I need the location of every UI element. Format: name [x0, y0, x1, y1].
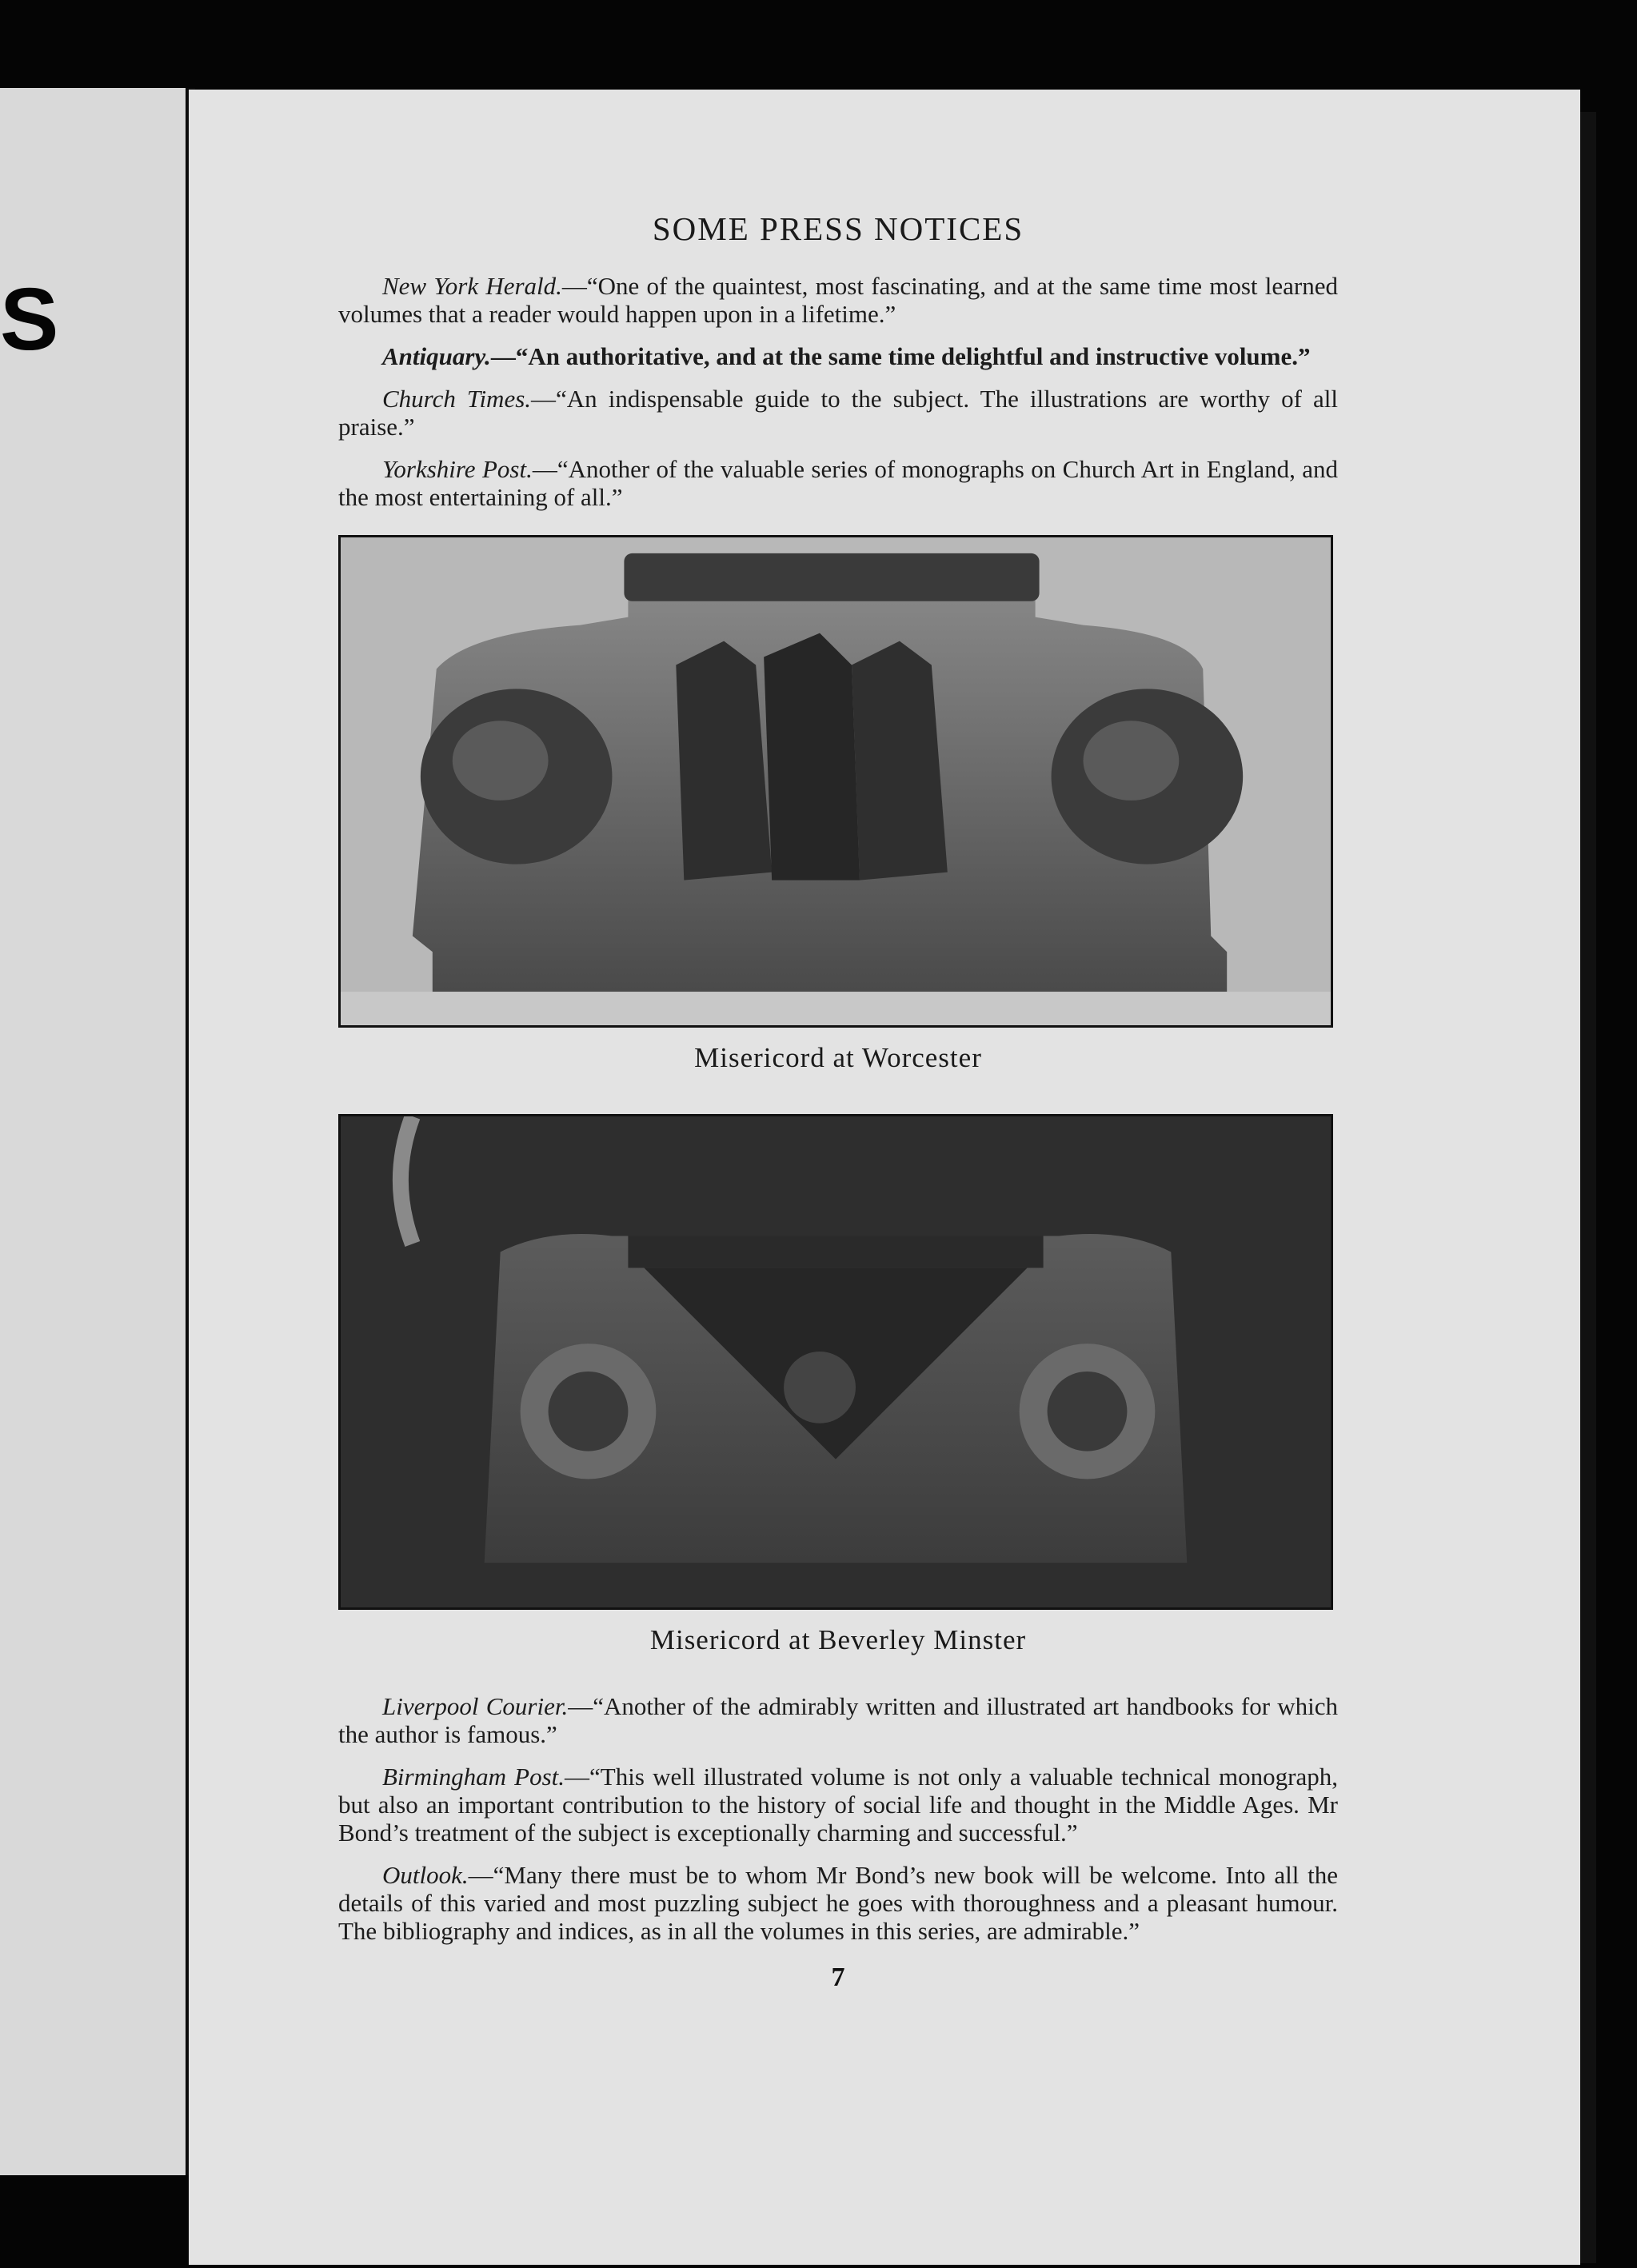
- page-number: 7: [831, 1963, 845, 1992]
- notice-source: Outlook.: [382, 1861, 469, 1889]
- misericord-worcester-photo: [338, 535, 1333, 1028]
- notice-source: Liverpool Courier.: [382, 1692, 569, 1720]
- page: [189, 90, 1580, 2265]
- press-notice: [338, 1861, 1338, 1945]
- press-notices-top: [338, 272, 1338, 511]
- press-notice: [338, 1692, 1338, 1748]
- notice-text: —“One of the quaintest, most fascinating, and at the same time most learned volumes that a reader would happen upon in a lifetime.”: [338, 272, 1338, 328]
- figure-caption: Misericord at Beverley Minster: [649, 1624, 1027, 1655]
- press-notice: [338, 272, 1338, 328]
- misericord-beverley-photo: [338, 1114, 1333, 1610]
- previous-page-edge: [0, 88, 186, 2175]
- page-heading: SOME PRESS NOTICES: [652, 210, 1024, 247]
- notice-source: Antiquary.: [382, 342, 491, 370]
- notice-text: —“This well illustrated volume is not only a valuable technical monograph, but also an important contribution to the history of social life and thought in the Middle Ages. Mr Bond’s treatment of the subject is exceptionally charming and successful.”: [338, 1763, 1338, 1847]
- page-edge-shadow: [1580, 112, 1596, 2263]
- figure-worcester: [338, 535, 1338, 1074]
- previous-page-letter: S: [0, 270, 59, 369]
- notice-text: —“Another of the admirably written and illustrated art handbooks for which the author is famous.”: [338, 1692, 1338, 1748]
- notice-source: New York Herald.: [382, 272, 562, 300]
- press-notice: [338, 342, 1338, 370]
- press-notice: [338, 385, 1338, 441]
- notice-text: —“Many there must be to whom Mr Bond’s new book will be welcome. Into all the details of this varied and most puzzling subject he goes with thoroughness and a pleasant humour. The bibliography and indices, as in all the volumes in this series, are admirable.”: [338, 1861, 1338, 1945]
- notice-text: —“An indispensable guide to the subject. The illustrations are worthy of all praise.”: [338, 385, 1338, 441]
- notice-text: —“An authoritative, and at the same time delightful and instructive volume.”: [490, 342, 1311, 370]
- notice-source: Birmingham Post.: [382, 1763, 565, 1791]
- press-notice: [338, 455, 1338, 511]
- press-notice: [338, 1763, 1338, 1847]
- notice-text: —“Another of the valuable series of monographs on Church Art in England, and the most entertaining of all.”: [338, 455, 1338, 511]
- figure-caption: Misericord at Worcester: [694, 1042, 982, 1073]
- figure-beverley: [338, 1114, 1338, 1656]
- notice-source: Yorkshire Post.: [382, 455, 533, 483]
- page-content: [338, 210, 1338, 1993]
- press-notices-bottom: [338, 1692, 1338, 1945]
- notice-source: Church Times.: [382, 385, 532, 413]
